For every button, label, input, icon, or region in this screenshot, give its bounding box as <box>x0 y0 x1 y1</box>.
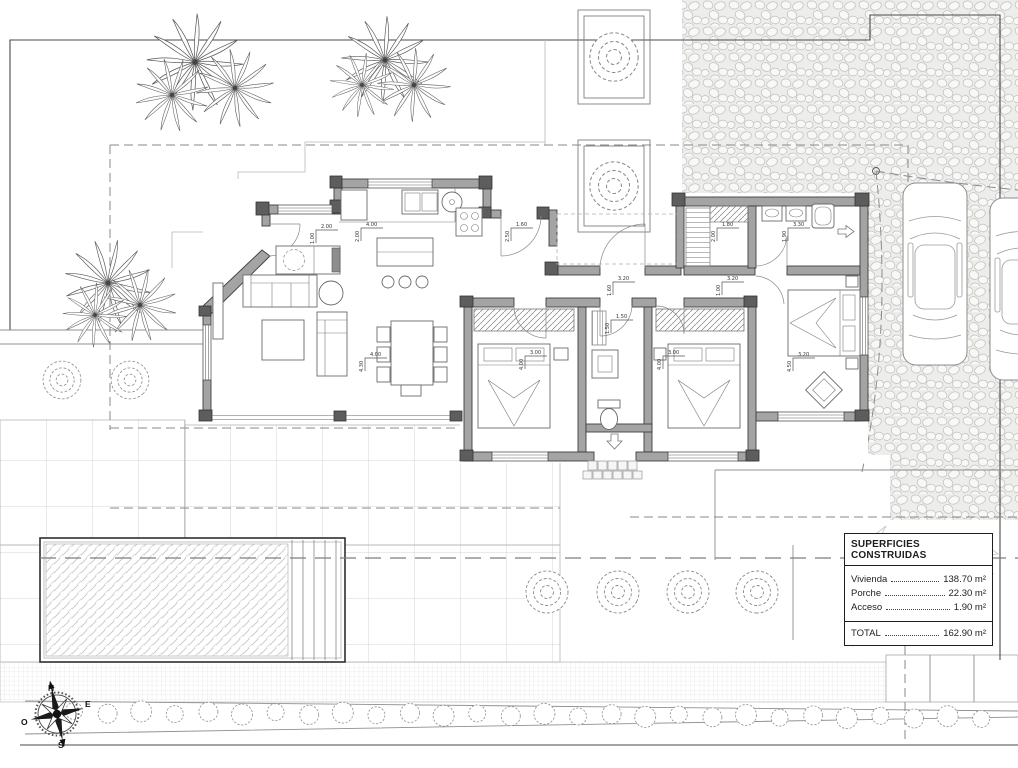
compass-west-label: O <box>21 717 28 727</box>
svg-text:1.60: 1.60 <box>516 222 528 228</box>
svg-text:3.20: 3.20 <box>618 276 630 282</box>
stool <box>416 276 428 288</box>
hedge-bush-icon <box>736 705 757 726</box>
stool <box>382 276 394 288</box>
hedge-bush-icon <box>332 702 353 723</box>
dotted-leader <box>886 609 950 610</box>
parked-cars <box>903 183 1018 380</box>
side-table <box>319 281 343 305</box>
hedge-bush-icon <box>401 704 420 723</box>
dotted-leader <box>885 635 939 636</box>
hedge-bush-icon <box>804 706 823 725</box>
chair <box>377 367 390 382</box>
hedge-bush-icon <box>131 701 152 722</box>
hedge-bush-icon <box>232 704 253 725</box>
chair <box>434 347 447 362</box>
svg-text:3.00: 3.00 <box>668 350 680 356</box>
hedge-bush-icon <box>703 708 722 727</box>
nightstand <box>846 358 858 369</box>
walk-in-closet <box>686 208 710 266</box>
double-bed <box>788 290 860 356</box>
svg-text:1.80: 1.80 <box>722 222 734 228</box>
legend-box <box>844 533 993 646</box>
svg-text:3.30: 3.30 <box>793 222 805 228</box>
toilet <box>601 409 618 430</box>
svg-text:1.00: 1.00 <box>310 232 316 244</box>
hedge-bush-icon <box>98 704 117 723</box>
hedge-bush-icon <box>300 705 319 724</box>
stove <box>456 208 482 236</box>
utility-closet <box>276 246 340 274</box>
dotted-leader <box>885 595 944 596</box>
compass-north-label: N <box>48 683 55 693</box>
hedge-bush-icon <box>602 705 621 724</box>
sofa <box>243 275 317 307</box>
legend-rows <box>845 566 992 618</box>
legend-row-value: 22.30 m² <box>948 587 986 599</box>
svg-text:4.30: 4.30 <box>359 360 365 372</box>
double-bed <box>478 344 550 428</box>
hedge-bush-icon <box>836 708 857 729</box>
chair <box>434 327 447 342</box>
dotted-leader <box>891 581 939 582</box>
svg-text:2.50: 2.50 <box>505 230 511 242</box>
svg-text:3.20: 3.20 <box>727 276 739 282</box>
hedge-bush-icon <box>534 703 555 724</box>
nightstand <box>846 276 858 287</box>
legend-total-value: 162.90 m² <box>943 628 986 639</box>
hedge-bush-icon <box>670 706 687 723</box>
hedge-bush-icon <box>771 709 788 726</box>
stool <box>399 276 411 288</box>
svg-text:1.90: 1.90 <box>782 230 788 242</box>
legend-row-value: 1.90 m² <box>953 601 986 613</box>
compass-east-label: E <box>85 699 91 709</box>
hedge-bush-icon <box>872 707 889 724</box>
compass-south-label: S <box>58 740 64 750</box>
hedge-bush-icon <box>501 707 520 726</box>
legend-total-label: TOTAL <box>851 628 881 639</box>
hedge-bush-icon <box>267 704 284 721</box>
hedge-bush-icon <box>469 705 486 722</box>
svg-text:4.00: 4.00 <box>366 222 378 228</box>
wardrobe <box>656 309 744 331</box>
legend-row <box>851 586 986 600</box>
car-icon <box>990 198 1018 380</box>
hedge-bush-icon <box>199 702 218 721</box>
toilet-tank <box>598 400 620 408</box>
svg-text:4.00: 4.00 <box>519 358 525 370</box>
appliance <box>341 190 367 220</box>
svg-text:1.50: 1.50 <box>605 322 611 334</box>
svg-text:1.60: 1.60 <box>607 284 613 296</box>
double-bed <box>668 344 740 428</box>
washbasin <box>786 206 806 221</box>
hedge-bush-icon <box>570 708 587 725</box>
chair <box>401 385 421 396</box>
svg-text:2.00: 2.00 <box>711 230 717 242</box>
chair <box>377 327 390 342</box>
chair <box>434 367 447 382</box>
wardrobe <box>474 309 574 331</box>
svg-text:3.00: 3.00 <box>530 350 542 356</box>
hedge-bush-icon <box>635 706 656 727</box>
coffee-table <box>262 320 304 360</box>
legend-row-label: Acceso <box>851 601 883 613</box>
pool-water <box>46 544 288 656</box>
console-table <box>213 283 223 339</box>
svg-text:4.00: 4.00 <box>370 352 382 358</box>
hedge-bush-icon <box>433 705 454 726</box>
shelves <box>592 311 606 345</box>
legend-row <box>851 572 986 586</box>
legend-title: SUPERFICIES CONSTRUIDAS <box>845 534 992 566</box>
legend-total-row <box>845 621 992 645</box>
nightstand <box>654 348 666 360</box>
swimming-pool <box>40 538 345 662</box>
hedge-bush-icon <box>166 706 183 723</box>
svg-text:4.50: 4.50 <box>787 360 793 372</box>
legend-row-label: Vivienda <box>851 573 888 585</box>
svg-text:2.00: 2.00 <box>321 224 333 230</box>
svg-text:1.50: 1.50 <box>616 314 628 320</box>
legend-row <box>851 600 986 614</box>
washbasin <box>592 350 618 378</box>
svg-text:3.20: 3.20 <box>798 352 810 358</box>
sofa <box>317 312 347 376</box>
washbasin <box>762 206 782 221</box>
svg-text:4.00: 4.00 <box>657 358 663 370</box>
svg-text:2.00: 2.00 <box>355 230 361 242</box>
legend-row-value: 138.70 m² <box>943 573 986 585</box>
svg-text:1.00: 1.00 <box>716 284 722 296</box>
hedge-bush-icon <box>937 706 958 727</box>
hedge-bush-icon <box>368 707 385 724</box>
hedge-bush-icon <box>905 709 924 728</box>
hedge-bush-icon <box>973 710 990 727</box>
nightstand <box>554 348 568 360</box>
car-icon <box>903 183 967 365</box>
legend-row-label: Porche <box>851 587 882 599</box>
closet-top <box>710 206 748 222</box>
dining-table <box>391 321 433 385</box>
